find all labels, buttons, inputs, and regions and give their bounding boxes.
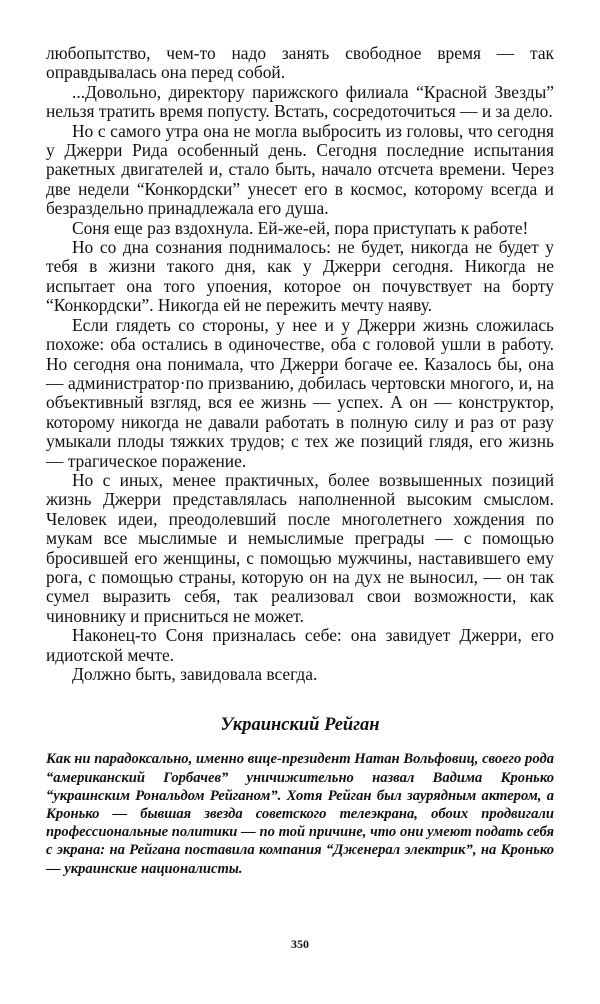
page-number: 350 (291, 937, 309, 951)
paragraph: ...Довольно, директору парижского филиала “Красной Звезды” нельзя тратить время попусту. Встать, сосредоточиться — и за дело. (46, 81, 554, 122)
paragraph: Но со дна сознания поднималось: не будет, никогда не будет у тебя в жизни такого дня, как у Джерри сегодня. Никогда не испытает она того упоения, которое он почувствует на борту “Конкордски”. Никогда ей не пережить мечту наяву. (46, 237, 554, 316)
section-abstract: Как ни парадоксально, именно вице-президент Натан Вольфовиц, своего рода “американский Горбачев” уничижительно назвал Вадима Кронько “украинским Рональдом Рейганом”. Хотя Рейган был заурядным актером, а Кронько — бывшая звезда советского телеэкрана, обоих продвигали профессиональные политики — по той причине, что они умеют подать себя с экрана: на Рейгана поставила компания “Дженерал электрик”, на Кронько — украинские националисты. (46, 751, 554, 877)
paragraph: любопытство, чем-то надо занять свободное время — так оправдывалась она перед собой. (46, 43, 554, 83)
paragraph: Должно быть, завидовала всегда. (72, 664, 318, 684)
paragraph: Если глядеть со стороны, у нее и у Джерри жизнь сложилась похоже: оба остались в одиночестве, оба с головой ушли в работу. Но сегодня она понимала, что Джерри богаче ее. Казалось бы, она — администратор·по призванию, добилась чертовски многого, и, на объективный взгляд, вся ее жизнь — успех. А он — конструктор, которому никогда не давали работать в полную силу и раз от разу умыкали плоды тяжких трудов; с тех же позиций глядя, его жизнь — трагическое поражение. (46, 314, 554, 471)
paragraph: Наконец-то Соня призналась себе: она завидует Джерри, его идиотской мечте. (46, 625, 554, 665)
paragraph: Но с иных, менее практичных, более возвышенных позиций жизнь Джерри представлялась наполненной высоким смыслом. Человек идеи, преодолевший после многолетнего хождения по мукам все мыслимые и немыслимые преграды — с помощью бросившей его женщины, с помощью мужчины, наставившего ему рога, с помощью страны, которую он на дух не выносил, — он так сумел выразить себя, так реализовал свои возможности, как чиновнику и присниться не может. (46, 469, 554, 626)
paragraph: Но с самого утра она не могла выбросить из головы, что сегодня у Джерри Рида особенный день. Сегодня последние испытания ракетных двигателей и, стало быть, начало отсчета времени. Через две недели “Конкордски” унесет его в космос, которому всегда и безраздельно принадлежала его душа. (46, 120, 554, 219)
page-body (46, 44, 554, 878)
section-title: Украинский Рейган (220, 715, 380, 736)
paragraph: Соня еще раз вздохнула. Ей-же-ей, пора приступать к работе! (72, 217, 529, 238)
